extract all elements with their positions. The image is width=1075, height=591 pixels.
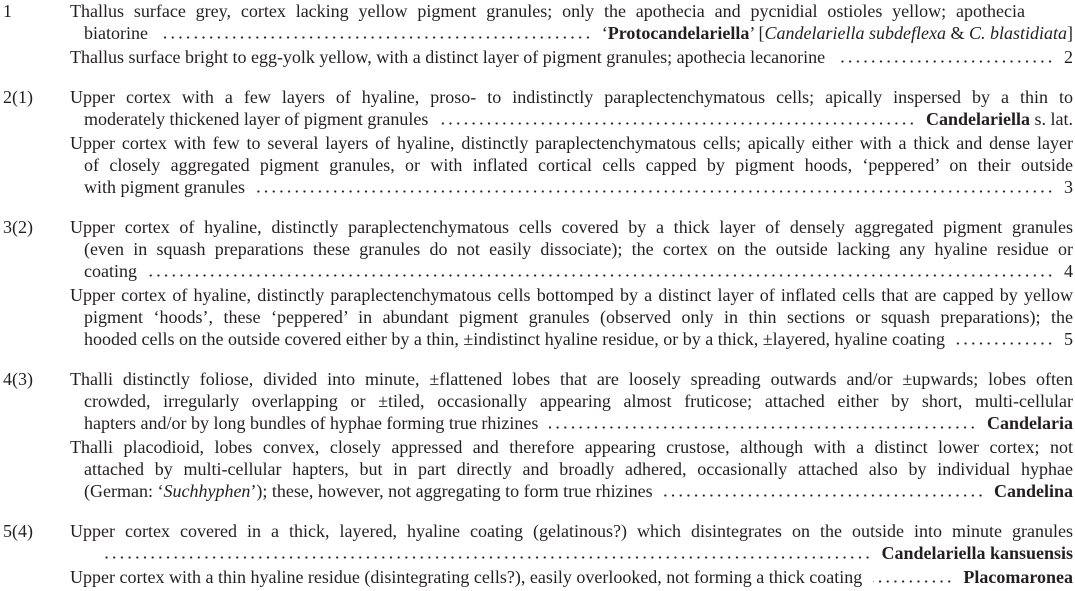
- lead-final-line: [70, 46, 1073, 68]
- lead-text-line: crowded, irregularly overlapping or ±tiled, occasionally appearing almost fruticose; attached either by short, multi-cellular: [84, 391, 1073, 411]
- couplet-number: 4(3): [3, 369, 33, 389]
- couplet-number: 1: [3, 1, 12, 21]
- bracket-text: ]: [1067, 23, 1073, 43]
- lead-text-line: Thallus surface grey, cortex lacking yellow pigment granules; only the apothecia and pycnidial ostioles yellow; apothecia: [70, 1, 1025, 21]
- lead-text-line: biatorine: [84, 23, 148, 43]
- taxon-name: Candelina: [993, 481, 1073, 501]
- quote-mark: ‘: [601, 23, 608, 43]
- lead-result: [602, 22, 1073, 44]
- dot-leader: [256, 190, 1054, 193]
- lead-text-line: Upper cortex covered in a thick, layered, hyaline coating (gelatinous?) which disintegrates on the outside into minute granules: [70, 521, 1073, 541]
- couplet-leads: [70, 520, 1073, 588]
- lead-4a: [70, 368, 1073, 434]
- dot-leader: [664, 494, 984, 497]
- lead-5b: [70, 566, 1073, 588]
- lead-2a: [70, 86, 1073, 130]
- species-name: C. blastidiata: [968, 23, 1067, 43]
- lead-final-line: [84, 108, 1073, 130]
- lead-text-line: with pigment granules: [84, 177, 245, 197]
- lead-text-line: hapters and/or by long bundles of hyphae forming true rhizines: [84, 413, 539, 433]
- couplet-reference: 5: [1064, 329, 1073, 349]
- couplet-reference: 4: [1064, 261, 1073, 281]
- couplet-number: 2(1): [3, 87, 33, 107]
- lead-text-line: moderately thickened layer of pigment granules: [84, 109, 429, 129]
- dot-leader: [873, 580, 953, 583]
- lead-final-line: [84, 328, 1073, 350]
- lead-result: [926, 108, 1073, 130]
- lead-1b: [70, 46, 1073, 68]
- lead-text-line: Upper cortex with a few layers of hyaline, proso- to indistinctly paraplectenchymatous cells; apically inspersed by a thin to: [70, 87, 1073, 107]
- german-term: Suchhyphen: [163, 481, 251, 501]
- lead-3a: [70, 216, 1073, 282]
- couplet-leads: [70, 86, 1073, 198]
- lead-text-line: coating: [84, 261, 137, 281]
- couplet-number: 5(4): [3, 521, 33, 541]
- taxon-name: Candelaria: [986, 413, 1073, 433]
- couplet-number: 3(2): [3, 217, 33, 237]
- lead-text-line: [84, 480, 653, 502]
- lead-final-line: [84, 480, 1073, 502]
- couplet-4: [0, 368, 1075, 502]
- lead-text-line: Upper cortex with a thin hyaline residue (disintegrating cells?), easily overlooked, not forming a thick coating: [70, 567, 863, 587]
- lead-final-line: [84, 22, 1073, 44]
- taxon-name: Placomaronea: [963, 567, 1073, 587]
- couplet-leads: [70, 368, 1073, 502]
- bracket-text: ’ [: [749, 23, 765, 43]
- taxon-name: Candelariella kansuensis: [881, 543, 1073, 563]
- taxon-name: Protocandelariella: [607, 23, 750, 43]
- ampersand-text: &: [945, 23, 969, 43]
- lead-text-line: Upper cortex of hyaline, distinctly paraplectenchymatous cells covered by a thick layer of densely aggregated pigment granules: [70, 217, 1073, 237]
- couplet-2: [0, 86, 1075, 198]
- dot-leader: [104, 556, 871, 559]
- lead-text-line: pigment ‘hoods’, these ‘peppered’ in abundant pigment granules (observed only in thin sections or squash preparations); the: [84, 307, 1073, 327]
- lead-text-line: Thalli placodioid, lobes convex, closely appressed and therefore appearing crustose, although with a distinct lower cortex; not: [70, 437, 1073, 457]
- couplet-reference: 3: [1064, 177, 1073, 197]
- lead-text-line: Thallus surface bright to egg-yolk yellow, with a distinct layer of pigment granules; apothecia lecanorine: [70, 47, 826, 67]
- lead-final-line: [84, 176, 1073, 198]
- couplet-reference: 2: [1064, 47, 1073, 67]
- dot-leader: [549, 426, 977, 429]
- taxon-name: Candelariella: [926, 109, 1030, 129]
- lead-text-segment: ’); these, however, not aggregating to form true rhizines: [250, 481, 653, 501]
- lead-text-line: Thalli distinctly foliose, divided into minute, ±flattened lobes that are loosely spreading outwards and/or ±upwards; lobes often: [70, 369, 1073, 389]
- couplet-leads: [70, 216, 1073, 350]
- couplet-3: [0, 216, 1075, 350]
- lead-2b: [70, 132, 1073, 198]
- lead-final-line: [84, 542, 1073, 564]
- dot-leader: [836, 60, 1054, 63]
- lead-text-line: (even in squash preparations these granules do not easily dissociate); the cortex on the outside lacking any hyaline residue or: [84, 239, 1073, 259]
- lead-final-line: [70, 566, 1073, 588]
- lead-5a: [70, 520, 1073, 564]
- couplet-leads: [70, 0, 1073, 68]
- lead-text-line: attached by multi-cellular hapters, but in part directly and broadly adhered, occasionally attached also by individual hyphae: [84, 459, 1073, 479]
- dot-leader: [148, 274, 1054, 277]
- lead-text-line: hooded cells on the outside covered either by a thin, ±indistinct hyaline residue, or by a thick, ±layered, hyaline coating: [84, 329, 946, 349]
- lead-text-segment: (German: ‘: [84, 481, 164, 501]
- lead-1a: [70, 0, 1073, 44]
- lead-text-line: of closely aggregated pigment granules, or with inflated cortical cells capped by pigment hoods, ‘peppered’ on their outside: [84, 155, 1073, 175]
- dot-leader: [956, 342, 1054, 345]
- lead-text-line: Upper cortex with few to several layers of hyaline, distinctly paraplectenchymatous cells; apically either with a thick and dense layer: [70, 133, 1073, 153]
- lead-3b: [70, 284, 1073, 350]
- dot-leader: [439, 122, 916, 125]
- couplet-1: [0, 0, 1075, 68]
- lead-4b: [70, 436, 1073, 502]
- lead-text-line: Upper cortex of hyaline, distinctly paraplectenchymatous cells bottomped by a distinct layer of inflated cells that are capped by yellow: [70, 285, 1073, 305]
- lead-final-line: [84, 412, 1073, 434]
- lead-final-line: [84, 260, 1073, 282]
- dot-leader: [159, 36, 592, 39]
- taxon-qualifier: s. lat.: [1030, 109, 1073, 129]
- couplet-5: [0, 520, 1075, 588]
- species-name: Candelariella subdeflexa: [764, 23, 946, 43]
